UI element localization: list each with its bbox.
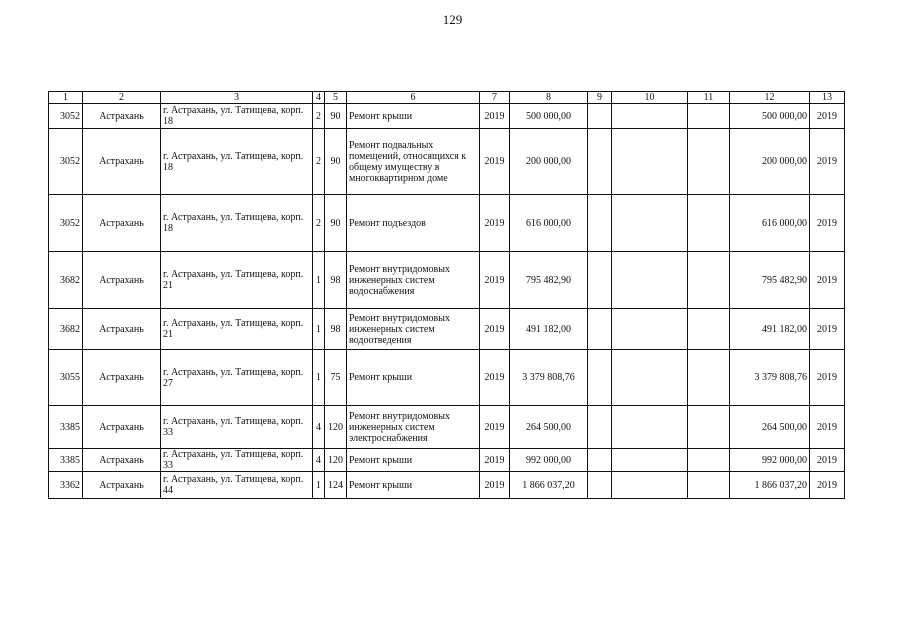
- cell-col-11: [688, 309, 730, 350]
- cell-col-5: 90: [325, 129, 347, 195]
- cell-col-8: 500 000,00: [510, 104, 588, 129]
- cell-col-9: [588, 472, 612, 499]
- cell-col-8: 616 000,00: [510, 195, 588, 252]
- cell-col-6: Ремонт крыши: [347, 472, 480, 499]
- cell-col-7: 2019: [480, 252, 510, 309]
- cell-col-12: 200 000,00: [730, 129, 810, 195]
- cell-col-3: г. Астрахань, ул. Татищева, корп. 33: [161, 449, 313, 472]
- cell-col-7: 2019: [480, 129, 510, 195]
- cell-col-12: 616 000,00: [730, 195, 810, 252]
- cell-col-6: Ремонт крыши: [347, 104, 480, 129]
- cell-col-4: 2: [313, 129, 325, 195]
- cell-col-10: [612, 129, 688, 195]
- cell-col-1: 3385: [49, 449, 83, 472]
- cell-col-4: 1: [313, 252, 325, 309]
- col-header: 3: [161, 92, 313, 104]
- cell-col-3: г. Астрахань, ул. Татищева, корп. 21: [161, 309, 313, 350]
- cell-col-1: 3385: [49, 406, 83, 449]
- cell-col-9: [588, 449, 612, 472]
- cell-col-8: 1 866 037,20: [510, 472, 588, 499]
- cell-col-1: 3362: [49, 472, 83, 499]
- cell-col-10: [612, 195, 688, 252]
- cell-col-10: [612, 350, 688, 406]
- table-row: [49, 104, 845, 129]
- col-header: 12: [730, 92, 810, 104]
- cell-col-2: Астрахань: [83, 129, 161, 195]
- header-row: [49, 92, 845, 104]
- col-header: 7: [480, 92, 510, 104]
- cell-col-13: 2019: [810, 350, 845, 406]
- cell-col-9: [588, 195, 612, 252]
- cell-col-5: 90: [325, 104, 347, 129]
- cell-col-9: [588, 129, 612, 195]
- cell-col-3: г. Астрахань, ул. Татищева, корп. 27: [161, 350, 313, 406]
- cell-col-13: 2019: [810, 449, 845, 472]
- col-header: 8: [510, 92, 588, 104]
- cell-col-1: 3052: [49, 104, 83, 129]
- cell-col-11: [688, 406, 730, 449]
- col-header: 1: [49, 92, 83, 104]
- col-header: 2: [83, 92, 161, 104]
- cell-col-10: [612, 104, 688, 129]
- cell-col-12: 264 500,00: [730, 406, 810, 449]
- cell-col-5: 120: [325, 449, 347, 472]
- cell-col-12: 491 182,00: [730, 309, 810, 350]
- cell-col-2: Астрахань: [83, 472, 161, 499]
- col-header: 4: [313, 92, 325, 104]
- cell-col-10: [612, 449, 688, 472]
- cell-col-11: [688, 472, 730, 499]
- cell-col-12: 500 000,00: [730, 104, 810, 129]
- cell-col-6: Ремонт внутридомовых инженерных систем водоснабжения: [347, 252, 480, 309]
- cell-col-5: 90: [325, 195, 347, 252]
- cell-col-2: Астрахань: [83, 406, 161, 449]
- table-row: [49, 350, 845, 406]
- cell-col-11: [688, 104, 730, 129]
- cell-col-6: Ремонт крыши: [347, 350, 480, 406]
- cell-col-5: 75: [325, 350, 347, 406]
- cell-col-9: [588, 309, 612, 350]
- table-row: [49, 129, 845, 195]
- cell-col-1: 3052: [49, 129, 83, 195]
- cell-col-10: [612, 406, 688, 449]
- page-number: 129: [442, 12, 463, 27]
- table-row: [49, 252, 845, 309]
- cell-col-6: Ремонт подъездов: [347, 195, 480, 252]
- cell-col-3: г. Астрахань, ул. Татищева, корп. 44: [161, 472, 313, 499]
- cell-col-6: Ремонт подвальных помещений, относящихся к общему имуществу в многоквартирном доме: [347, 129, 480, 195]
- cell-col-1: 3052: [49, 195, 83, 252]
- cell-col-12: 992 000,00: [730, 449, 810, 472]
- cell-col-6: Ремонт внутридомовых инженерных систем водоотведения: [347, 309, 480, 350]
- cell-col-5: 98: [325, 309, 347, 350]
- cell-col-2: Астрахань: [83, 195, 161, 252]
- cell-col-13: 2019: [810, 309, 845, 350]
- cell-col-3: г. Астрахань, ул. Татищева, корп. 18: [161, 129, 313, 195]
- cell-col-2: Астрахань: [83, 449, 161, 472]
- cell-col-11: [688, 350, 730, 406]
- cell-col-7: 2019: [480, 195, 510, 252]
- cell-col-6: Ремонт внутридомовых инженерных систем электроснабжения: [347, 406, 480, 449]
- cell-col-11: [688, 449, 730, 472]
- cell-col-12: 1 866 037,20: [730, 472, 810, 499]
- cell-col-8: 992 000,00: [510, 449, 588, 472]
- table-row: [49, 195, 845, 252]
- cell-col-8: 3 379 808,76: [510, 350, 588, 406]
- cell-col-13: 2019: [810, 406, 845, 449]
- cell-col-2: Астрахань: [83, 252, 161, 309]
- cell-col-7: 2019: [480, 309, 510, 350]
- cell-col-5: 98: [325, 252, 347, 309]
- cell-col-1: 3682: [49, 309, 83, 350]
- cell-col-4: 1: [313, 472, 325, 499]
- cell-col-13: 2019: [810, 104, 845, 129]
- col-header: 6: [347, 92, 480, 104]
- table-row: [49, 472, 845, 499]
- cell-col-7: 2019: [480, 472, 510, 499]
- cell-col-13: 2019: [810, 195, 845, 252]
- cell-col-4: 2: [313, 195, 325, 252]
- cell-col-4: 4: [313, 449, 325, 472]
- cell-col-4: 4: [313, 406, 325, 449]
- cell-col-10: [612, 309, 688, 350]
- cell-col-10: [612, 252, 688, 309]
- cell-col-11: [688, 252, 730, 309]
- cell-col-8: 491 182,00: [510, 309, 588, 350]
- cell-col-9: [588, 406, 612, 449]
- cell-col-8: 264 500,00: [510, 406, 588, 449]
- cell-col-9: [588, 252, 612, 309]
- table-row: [49, 309, 845, 350]
- cell-col-2: Астрахань: [83, 104, 161, 129]
- cell-col-8: 795 482,90: [510, 252, 588, 309]
- cell-col-3: г. Астрахань, ул. Татищева, корп. 21: [161, 252, 313, 309]
- table-row: [49, 449, 845, 472]
- cell-col-2: Астрахань: [83, 309, 161, 350]
- cell-col-1: 3055: [49, 350, 83, 406]
- col-header: 5: [325, 92, 347, 104]
- table-body: [49, 104, 845, 499]
- col-header: 11: [688, 92, 730, 104]
- cell-col-12: 3 379 808,76: [730, 350, 810, 406]
- col-header: 9: [588, 92, 612, 104]
- cell-col-12: 795 482,90: [730, 252, 810, 309]
- col-header: 10: [612, 92, 688, 104]
- cell-col-7: 2019: [480, 406, 510, 449]
- cell-col-5: 120: [325, 406, 347, 449]
- cell-col-3: г. Астрахань, ул. Татищева, корп. 18: [161, 104, 313, 129]
- table-row: [49, 406, 845, 449]
- cell-col-13: 2019: [810, 472, 845, 499]
- cell-col-13: 2019: [810, 129, 845, 195]
- register-table: [48, 91, 845, 499]
- cell-col-11: [688, 129, 730, 195]
- cell-col-3: г. Астрахань, ул. Татищева, корп. 18: [161, 195, 313, 252]
- cell-col-9: [588, 104, 612, 129]
- cell-col-3: г. Астрахань, ул. Татищева, корп. 33: [161, 406, 313, 449]
- cell-col-1: 3682: [49, 252, 83, 309]
- cell-col-2: Астрахань: [83, 350, 161, 406]
- cell-col-11: [688, 195, 730, 252]
- cell-col-4: 1: [313, 309, 325, 350]
- cell-col-7: 2019: [480, 449, 510, 472]
- cell-col-5: 124: [325, 472, 347, 499]
- cell-col-8: 200 000,00: [510, 129, 588, 195]
- cell-col-4: 2: [313, 104, 325, 129]
- cell-col-4: 1: [313, 350, 325, 406]
- col-header: 13: [810, 92, 845, 104]
- cell-col-6: Ремонт крыши: [347, 449, 480, 472]
- cell-col-10: [612, 472, 688, 499]
- cell-col-9: [588, 350, 612, 406]
- cell-col-13: 2019: [810, 252, 845, 309]
- cell-col-7: 2019: [480, 350, 510, 406]
- cell-col-7: 2019: [480, 104, 510, 129]
